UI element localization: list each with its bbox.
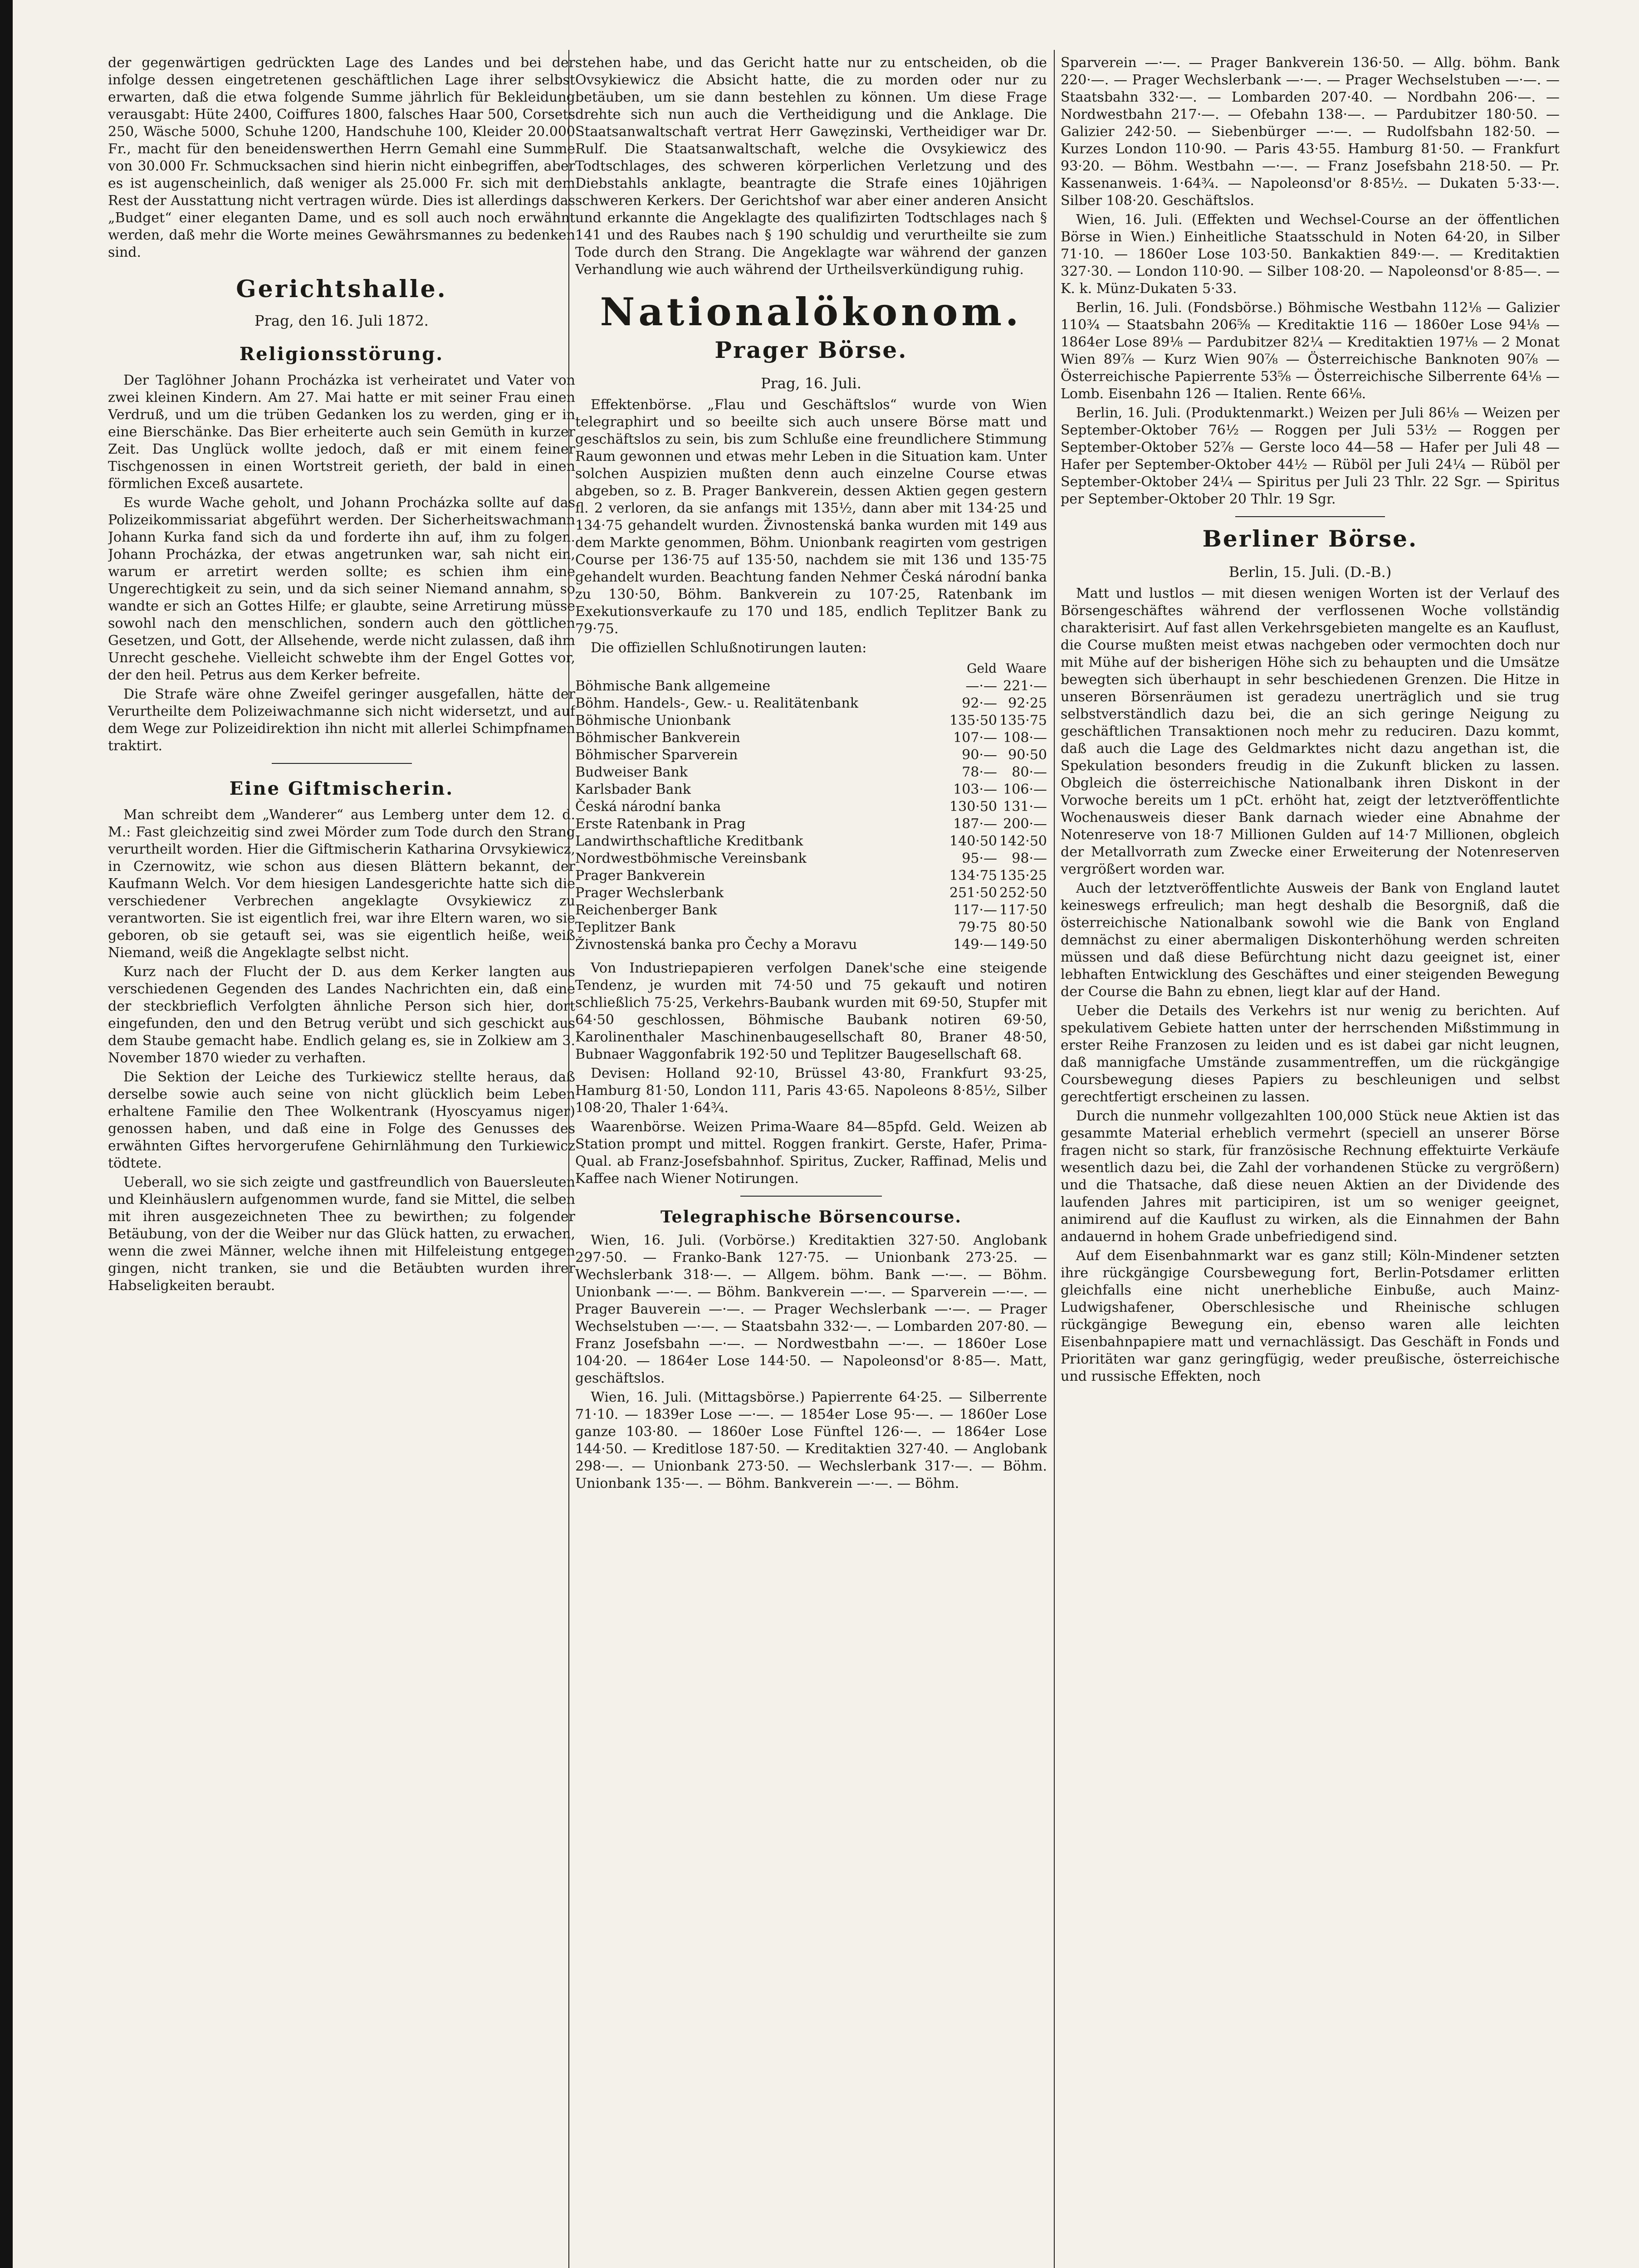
quote-ware: 252·50	[999, 885, 1047, 901]
quote-name: Teplitzer Bank	[575, 919, 675, 935]
quotation-table	[575, 660, 1047, 953]
table-row	[575, 867, 1047, 885]
quote-ware: 131·—	[1003, 799, 1047, 815]
quote-ware: 221·—	[1003, 678, 1047, 694]
quote-ware: 106·—	[1003, 782, 1047, 797]
quote-name: Budweiser Bank	[575, 764, 688, 780]
paragraph: Es wurde Wache geholt, und Johann Procházka sollte auf das Polizeikommissariat abgeführt werden. Der Sicherheitswachmann Johann Kurka fand sich da und forderte ihn auf, ihm zu folgen. Johann Procházka, der etwas angetrunken war, sah nicht ein, warum er arretirt werden sollte; es schien ihm eine Ungerechtigkeit zu sein, und da sich seiner Niemand annahm, so wandte er sich an Gottes Hilfe; er glaubte, seine Arretirung müsse sowohl nach den menschlichen, sondern auch den göttlichen Gesetzen, und Gott, der Allsehende, werde nicht zulassen, daß ihm Unrecht geschehe. Vielleicht schwebte ihm der Engel Gottes vor, der den heil. Petrus aus dem Kerker befreite.	[108, 495, 575, 683]
quote-geld: 149·—	[953, 937, 997, 953]
quote-ware: 98·—	[1012, 850, 1047, 866]
quote-name: Böhmischer Sparverein	[575, 747, 738, 763]
quote-ware: 200·—	[1003, 816, 1047, 832]
quote-name: Landwirthschaftliche Kreditbank	[575, 833, 803, 849]
quote-name: Prager Wechslerbank	[575, 885, 724, 901]
table-row	[575, 695, 1047, 712]
paragraph: Man schreibt dem „Wanderer“ aus Lemberg unter dem 12. d. M.: Fast gleichzeitig sind zwei Mörder zum Tode durch den Strang verurtheilt worden. Hier die Giftmischerin Katharina Orvsykiewicz, in Czernowitz, wie schon aus diesen Blättern bekannt, der Kaufmann Welch. Vor dem hiesigen Landesgerichte hatte sich die verschiedener Verbrechen angeklagte Ovsykiewicz zu verantworten. Sie ist eigentlich frei, war ihre Eltern waren, wo sie geboren, ob sie getauft sei, was sie eigentlich heiße, weiß Niemand, weiß die Angeklagte selbst nicht.	[108, 807, 575, 961]
table-row	[575, 678, 1047, 695]
paragraph: Auch der letztveröffentlichte Ausweis der Bank von England lautet keineswegs erfreulich; man hegt deshalb die Besorgniß, daß die österreichische Nationalbank sowohl wie die Bank von England demnächst zu einer abermaligen Diskonterhöhung werden schreiten müssen und daß diese Befürchtung nicht dazu geeignet ist, einer lebhaften Entwicklung des Geschäftes und einer steigenden Bewegung der Course die Bahn zu ebnen, liegt klar auf der Hand.	[1061, 880, 1560, 1000]
quote-geld: 117·—	[953, 902, 997, 918]
table-row	[575, 885, 1047, 902]
paragraph: Durch die nunmehr vollgezahlten 100,000 Stück neue Aktien ist das gesammte Material erheblich vermehrt (speciell an unserer Börse fragen nicht so stark, für französische Rechnung effektuirte Verkäufe wesentlich dazu bei, die Zahl der vorhandenen Stücke zu vergrößern) und die Thatsache, daß diese neuen Aktien an der Dividende des laufenden Jahres mit participiren, ist um so weniger geeignet, animirend auf die Kauflust zu wirken, als die Einnahmen der Bahn andauernd in hohem Grade unbefriedigend sind.	[1061, 1108, 1560, 1245]
table-row	[575, 747, 1047, 764]
quote-geld: 187·—	[953, 816, 997, 832]
quote-geld: 79·75	[958, 919, 997, 935]
quote-ware: 142·50	[999, 833, 1047, 849]
table-row	[575, 936, 1047, 953]
quote-geld: 107·—	[953, 730, 997, 746]
quote-geld: —·—	[965, 678, 997, 694]
paragraph: Auf dem Eisenbahnmarkt war es ganz still; Köln-Mindener setzten ihre rückgängige Coursbewegung fort, Berlin-Potsdamer erlitten gleichfalls eine nicht unerhebliche Einbuße, auch Mainz-Ludwigshafener, Oberschlesische und Rheinische schlugen rückgängige Bewegung ein, ebenso waren alle leichten Eisenbahnpapiere matt und vernachlässigt. Das Geschäft in Fonds und Prioritäten war ganz geringfügig, weder preußische, österreichische und russische Effekten, noch	[1061, 1248, 1560, 1384]
paragraph: Kurz nach der Flucht der D. aus dem Kerker langten aus verschiedenen Gegenden des Landes Nachrichten ein, daß eine der steckbrieflich Verfolgten ähnliche Person sich hier, dort eingefunden, den und den Betrug verübt und sich geschickt aus dem Staube gemacht habe. Endlich gelang es, sie in Zolkiew am 3. November 1870 wieder zu verhaften.	[108, 964, 575, 1066]
table-row	[575, 712, 1047, 729]
quote-ware: 90·50	[1008, 747, 1047, 763]
quote-geld: 134·75	[949, 868, 997, 884]
divider	[272, 763, 412, 764]
divider	[740, 1196, 882, 1197]
dateline: Berlin, 15. Juli. (D.-B.)	[1228, 563, 1392, 581]
dateline: Prag, 16. Juli.	[761, 375, 861, 392]
section-heading: Gerichtshalle.	[236, 275, 447, 303]
quote-geld: 251·50	[949, 885, 997, 901]
column-2	[575, 54, 1047, 2268]
quote-name: Česká národní banka	[575, 799, 721, 815]
paragraph: Matt und lustlos — mit diesen wenigen Worten ist der Verlauf des Börsengeschäftes während der verflossenen Woche vollständig charakterisirt. Auf fast allen Verkehrsgebieten mangelte es an Kauflust, die Course mußten meist etwas nachgeben oder vermochten doch nur mit Mühe auf der bisherigen Höhe sich zu behaupten und die Umsätze bewegten sich überhaupt in sehr beschiedenen Grenzen. Die Hitze in unseren Börsenräumen ist geradezu unerträglich und sie trug selbstverständlich dazu bei, die an sich geringe Neigung zu geschäftlichen Transaktionen noch mehr zu reduciren. Dazu kommt, daß auch die Lage des Geldmarktes nicht dazu angethan ist, die Spekulation besonders freudig in die Zukunft blicken zu lassen. Obgleich die österreichische Nationalbank ihren Diskont in der Vorwoche bereits um 1 pCt. erhöht hat, zeigt der letztveröffentlichte Wochenausweis dieser Bank darnach wieder eine Abnahme der Notenreserve von 18·7 Millionen Gulden auf 14·7 Millionen, obgleich der Metallvorrath zum Zwecke einer Erweiterung der Notenreserven vergrößert worden war.	[1061, 586, 1560, 877]
table-row	[575, 729, 1047, 747]
quote-geld: 78·—	[962, 764, 997, 780]
column-rule	[1054, 50, 1055, 2268]
quote-name: Böhmische Bank allgemeine	[575, 678, 771, 694]
column-1	[108, 54, 575, 2268]
column-3	[1061, 54, 1560, 2268]
quote-name: Živnostenská banka pro Čechy a Moravu	[575, 937, 857, 953]
paragraph: Ueber die Details des Verkehrs ist nur wenig zu berichten. Auf spekulativem Gebiete hatten unter der herrschenden Mißstimmung in erster Reihe Franzosen zu leiden und es ist dabei gar nicht leugnen, daß mannigfache Umstände zusammentreffen, um die rückgängige Coursbewegung dieses Papiers zu beschleunigen und selbst gerechtfertigt erscheinen zu lassen.	[1061, 1003, 1560, 1105]
table-row	[575, 816, 1047, 833]
table-header-row	[575, 660, 1047, 678]
article-text: der gegenwärtigen gedrückten Lage des Landes und bei der infolge dessen eingetretenen geschäftlichen Lage ihrer selbst erwarten, daß die etwa folgende Summe jährlich für Bekleidung verausgabt: Hüte 2400, Coiffures 1800, falsches Haar 500, Corsets 250, Wäsche 5000, Schuhe 1200, Handschuhe 100, Kleider 20.000 Fr., macht für den beneidenswerthen Herrn Gemahl eine Summe von 30.000 Fr. Schmucksachen sind hierin nicht einbegriffen, aber es ist augenscheinlich, daß weniger als 25.000 Fr. sich mit dem Rest der Ausstattung nicht vertragen würde. Dies ist allerdings das „Budget“ einer eleganten Dame, und es soll auch noch erwähnt werden, daß mehr die Worte meines Gewährsmannes zu bedenken sind.	[108, 55, 575, 260]
article-heading: Berliner Börse.	[1202, 525, 1418, 552]
article-text: Sparverein —·—. — Prager Bankverein 136·50. — Allg. böhm. Bank 220·—. — Prager Wechslerbank —·—. — Prager Wechselstuben —·—. — Staatsbahn 332·—. — Lombarden 207·40. — Nordbahn 206·—. — Nordwestbahn 217·—. — Ofebahn 138·—. — Pardubitzer 180·50. — Galizier 242·50. — Siebenbürger —·—. — Rudolfsbahn 182·50. — Kurzes London 110·90. — Paris 43·55. Hamburg 81·50. — Frankfurt 93·20. — Böhm. Westbahn —·—. — Franz Josefsbahn 218·50. — Pr. Kassenanweis. 1·64¾. — Napoleonsd'or 8·85½. — Dukaten 5·33·—. Silber 108·20. Geschäftslos.	[1061, 55, 1560, 209]
table-row	[575, 902, 1047, 919]
paragraph: Der Taglöhner Johann Procházka ist verheiratet und Vater von zwei kleinen Kindern. Am 27. Mai hatte er mit seiner Frau einen Verdruß, und um die trüben Gedanken los zu werden, ging er in eine Bierschänke. Das Bier erheiterte auch sein Gemüth in kurzer Zeit. Das Unglück wollte jedoch, daß er mit einem feiner Tischgenossen in einen Wortstreit gerieth, der bald in einen förmlichen Exceß ausartete.	[108, 372, 575, 492]
quote-geld: 130·50	[949, 799, 997, 815]
paragraph: Wien, 16. Juli. (Effekten und Wechsel-Course an der öffentlichen Börse in Wien.) Einheitliche Staatsschuld in Noten 64·20, in Silber 71·10. — 1860er Lose 103·50. Bankaktien 849·—. — Kreditaktien 327·30. — London 110·90. — Silber 108·20. — Napoleonsd'or 8·85—. — K. k. Münz-Dukaten 5·33.	[1061, 212, 1560, 297]
quote-name: Böhmischer Bankverein	[575, 730, 740, 746]
article-text: stehen habe, und das Gericht hatte nur zu entscheiden, ob die Ovsykiewicz die Absicht hatte, die zu morden oder nur zu betäuben, um sie dann bestehlen zu können. Um diese Frage drehte sich nun auch die Vertheidigung und die Anklage. Die Staatsanwaltschaft vertrat Herr Gawęzinski, Vertheidiger war Dr. Rulf. Die Staatsanwaltschaft, welche die Ovsykiewicz des Todtschlages, des schweren körperlichen Verletzung und des Diebstahls anklagte, beantragte die Strafe eines 10jährigen schweren Kerkers. Der Gerichtshof war aber einer anderen Ansicht und erkannte die Angeklagte des qualifizirten Todtschlages nach § 141 und des Raubes nach § 190 schuldig und verurtheilte sie zum Tode durch den Strang. Die Angeklagte war während der ganzen Verhandlung wie auch während der Urtheilsverkündigung ruhig.	[575, 55, 1047, 278]
article-heading: Prager Börse.	[714, 337, 908, 363]
quote-name: Nordwestböhmische Vereinsbank	[575, 850, 807, 866]
table-row	[575, 833, 1047, 850]
paragraph: Wien, 16. Juli. (Vorbörse.) Kreditaktien 327·50. Anglobank 297·50. — Franko-Bank 127·75. — Unionbank 273·25. — Wechslerbank 318·—. — Allgem. böhm. Bank —·—. — Böhm. Unionbank —·—. — Böhm. Bankverein —·—. — Sparverein —·—. — Prager Bauverein —·—. — Prager Wechslerbank —·—. — Prager Wechselstuben —·—. — Staatsbahn 332·—. — Lombarden 207·80. — Franz Josefsbahn —·—. — Nordwestbahn —·—. — 1860er Lose 104·20. — 1864er Lose 144·50. — Napoleonsd'or 8·85—. Matt, geschäftslos.	[575, 1232, 1047, 1386]
paragraph: Berlin, 16. Juli. (Produktenmarkt.) Weizen per Juli 86⅛ — Weizen per September-Oktober 76½ — Roggen per Juli 53½ — Roggen per September-Oktober 52⅞ — Gerste loco 44—58 — Hafer per Juli 48 — Hafer per September-Oktober 44½ — Rüböl per Juli 24¼ — Rüböl per September-Oktober 24¼ — Spiritus per Juli 23 Thlr. 22 Sgr. — Spiritus per September-Oktober 20 Thlr. 19 Sgr.	[1061, 405, 1560, 507]
quote-ware: 108·—	[1003, 730, 1047, 746]
paragraph: Berlin, 16. Juli. (Fondsbörse.) Böhmische Westbahn 112⅛ — Galizier 110¾ — Staatsbahn 206⅝ — Kreditaktie 116 — 1860er Lose 94⅛ — 1864er Lose 89⅛ — Pardubitzer 82¼ — Kreditaktien 197⅛ — 2 Monat Wien 89⅞ — Kurz Wien 90⅞ — Österreichische Banknoten 90⅞ — Österreichische Papierrente 53⅝ — Österreichische Silberrente 64⅛ — Lomb. Eisenbahn 126 — Italien. Rente 66⅛.	[1061, 300, 1560, 402]
quote-name: Erste Ratenbank in Prag	[575, 816, 746, 832]
section-heading: Nationalökonom.	[600, 289, 1023, 334]
quote-ware: 92·25	[1008, 695, 1047, 711]
quote-ware: 117·50	[999, 902, 1047, 918]
paragraph: Die Sektion der Leiche des Turkiewicz stellte heraus, daß derselbe sowie auch seine von nicht glücklich beim Leben erhaltene Familie den Thee Wolkentrank (Hyoscyamus niger) genossen haben, und daß eine in Folge des Genusses des erwähnten Giftes hervorgerufene Gehirnlähmung den Turkiewicz tödtete.	[108, 1069, 575, 1171]
paragraph: Wien, 16. Juli. (Mittagsbörse.) Papierrente 64·25. — Silberrente 71·10. — 1839er Lose —·—. — 1854er Lose 95·—. — 1860er Lose ganze 103·80. — 1860er Lose Fünftel 126·—. — 1864er Lose 144·50. — Kreditlose 187·50. — Kreditaktien 327·40. — Anglobank 298·—. — Unionbank 273·50. — Wechslerbank 317·—. — Böhm. Unionbank 135·—. — Böhm. Bankverein —·—. — Böhm.	[575, 1389, 1047, 1491]
table-row	[575, 850, 1047, 867]
paragraph: Die offiziellen Schlußnotirungen lauten:	[591, 640, 867, 656]
dateline: Prag, den 16. Juli 1872.	[254, 312, 429, 329]
article-heading: Telegraphische Börsencourse.	[660, 1207, 962, 1227]
quote-name: Prager Bankverein	[575, 868, 705, 884]
quote-geld: 140·50	[949, 833, 997, 849]
article-heading: Religionsstörung.	[239, 343, 444, 365]
quote-name: Reichenberger Bank	[575, 902, 717, 918]
quote-geld: 92·—	[962, 695, 997, 711]
divider	[1235, 516, 1385, 517]
quote-ware: 135·75	[999, 713, 1047, 728]
quote-geld: 95·—	[962, 850, 997, 866]
table-row	[575, 781, 1047, 798]
quote-ware: 135·25	[999, 868, 1047, 884]
article-heading: Eine Giftmischerin.	[229, 778, 454, 799]
paragraph: Waarenbörse. Weizen Prima-Waare 84—85pfd. Geld. Weizen ab Station prompt und mittel. Roggen frankirt. Gerste, Hafer, Prima-Qual. ab Franz-Josefsbahnhof. Spiritus, Zucker, Raffinad, Melis und Kaffee nach Wiener Notirungen.	[575, 1119, 1047, 1187]
paragraph: Die Strafe wäre ohne Zweifel geringer ausgefallen, hätte der Verurtheilte dem Polizeiwachmanne sich nicht widersetzt, und auf dem Wege zur Polizeidirektion ihn nicht mit allerlei Schimpfnamen traktirt.	[108, 686, 575, 754]
quote-ware: 149·50	[999, 937, 1047, 953]
quote-name: Böhm. Handels-, Gew.- u. Realitätenbank	[575, 695, 858, 711]
paragraph: Von Industriepapieren verfolgen Danek'sche eine steigende Tendenz, je wurden mit 74·50 und 75 gekauft und notiren schließlich 75·25, Verkehrs-Baubank wurden mit 69·50, Stupfer mit 64·50 geschlossen, Böhmische Baubank notiren 69·50, Karolinenthaler Maschinenbaugesellschaft 80, Braner 48·50, Bubnaer Waggonfabrik 192·50 und Teplitzer Baugesellschaft 68.	[575, 960, 1047, 1062]
table-row	[575, 919, 1047, 936]
paragraph: Devisen: Holland 92·10, Brüssel 43·80, Frankfurt 93·25, Hamburg 81·50, London 111, Paris 43·65. Napoleons 8·85½, Silber 108·20, Thaler 1·64¾.	[575, 1066, 1047, 1116]
quote-geld: 90·—	[962, 747, 997, 763]
quote-name: Böhmische Unionbank	[575, 713, 731, 728]
header-geld: Geld	[967, 661, 997, 676]
quote-ware: 80·50	[1008, 919, 1047, 935]
quote-geld: 103·—	[953, 782, 997, 797]
header-ware: Waare	[1006, 661, 1047, 676]
quote-name: Karlsbader Bank	[575, 782, 691, 797]
table-row	[575, 764, 1047, 781]
header-name	[575, 660, 947, 678]
paragraph: Ueberall, wo sie sich zeigte und gastfreundlich von Bauersleuten und Kleinhäuslern aufgenommen wurde, fand sie Mittel, die selben mit ihren ausgezeichneten Thee zu bewirthen; zu folgender Betäubung, von der die Weiber nur das Glück hatten, zu erwachen, wenn die zwei Männer, welche ihnen mit Hilfeleistung entgegen gingen, nicht tranken, sie und die Betäubten wurden ihrer Habseligkeiten beraubt.	[108, 1174, 575, 1294]
table-row	[575, 798, 1047, 816]
paragraph: Effektenbörse. „Flau und Geschäftslos“ wurde von Wien telegraphirt und so beeilte sich auch unsere Börse matt und geschäftslos zu sein, bis zum Schluße eine freundlichere Stimmung Raum gewonnen und etwas mehr Leben in die Situation kam. Unter solchen Auspizien mußten denn auch einzelne Course etwas abgeben, so z. B. Prager Bankverein, dessen Aktien gegen gestern fl. 2 verloren, da sie anfangs mit 135½, dann aber mit 134·25 und 134·75 gehandelt wurden. Živnostenská banka wurden mit 149 aus dem Markte genommen, Böhm. Unionbank reagirten vom gestrigen Course per 136·75 auf 135·50, nachdem sie mit 136 und 135·75 gehandelt wurden. Beachtung fanden Nehmer Česká národní banka zu 130·50, Böhm. Bankverein zu 107·25, Ratenbank im Exekutionsverkaufe zu 170 und 185, endlich Teplitzer Bank zu 79·75.	[575, 397, 1047, 637]
quote-geld: 135·50	[949, 713, 997, 728]
quote-ware: 80·—	[1012, 764, 1047, 780]
